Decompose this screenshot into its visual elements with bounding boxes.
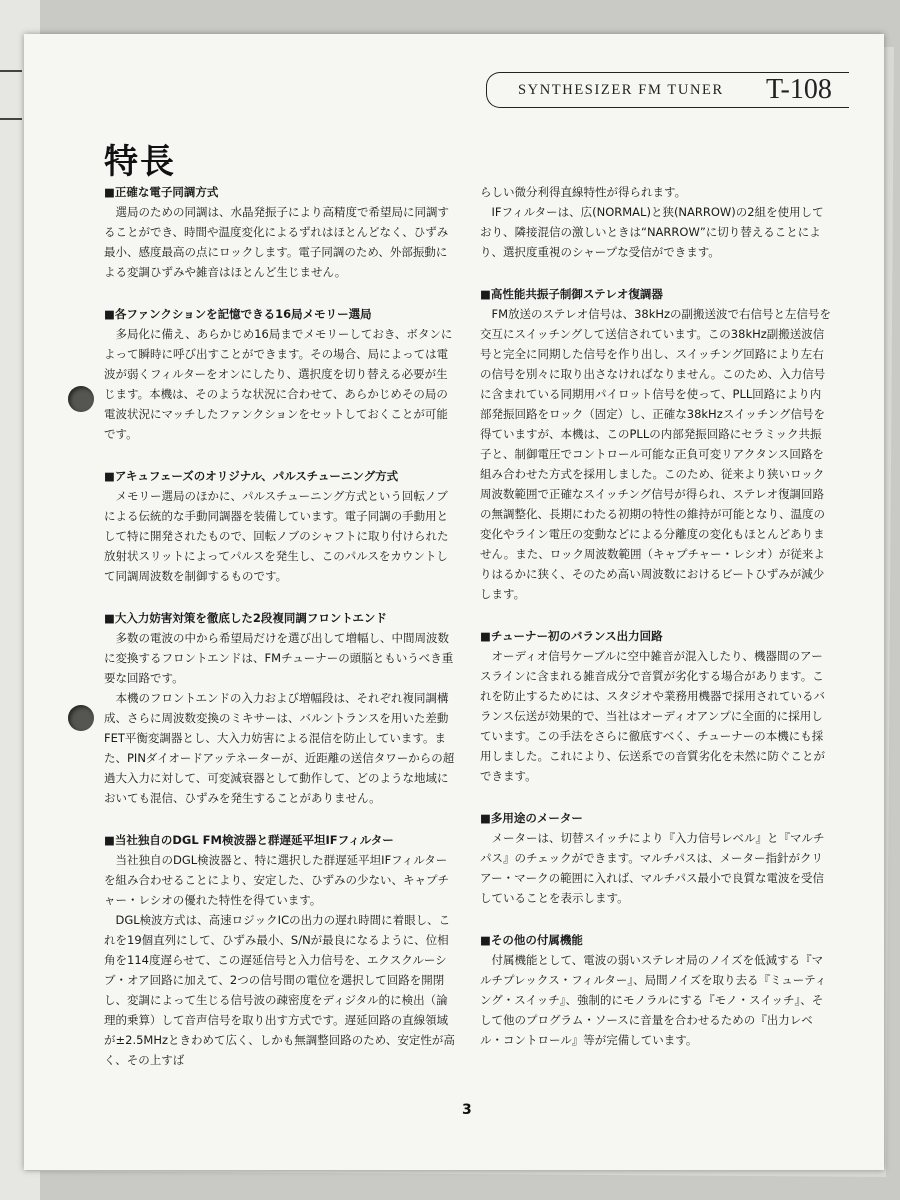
feature-section	[104, 830, 456, 1070]
header-product: SYNTHESIZER FM TUNER	[518, 82, 724, 98]
section-heading: ■各ファンクションを記憶できる16局メモリー選局	[104, 307, 372, 321]
feature-section	[104, 304, 456, 444]
section-heading: ■その他の付属機能	[480, 933, 583, 947]
section-paragraph: 本機のフロントエンドの入力および増幅段は、それぞれ複同調構成、さらに周波数変換のミキサーは、バルントランスを用いた差動FET平衡変調器とし、大入力妨害による混信を防止しています。また、PINダイオードアッテネーターが、近距離の送信タワーからの超過大入力に対して、可変減衰器として動作して、どのような地域においても混信、ひずみを発生することがありません。	[104, 691, 455, 805]
section-heading: ■チューナー初のバランス出力回路	[480, 629, 663, 643]
background-stripe	[0, 118, 22, 120]
feature-section	[104, 182, 456, 282]
section-paragraph: 選局のための同調は、水晶発振子により高精度で希望局に同調することができ、時間や温度変化によるずれはほとんどなく、ひずみ最小、感度最高の点にロックします。電子同調のため、外部振動による変調ひずみや雑音はほとんど生じません。	[104, 205, 449, 279]
section-paragraph: らしい微分利得直線特性が得られます。	[480, 185, 687, 199]
feature-section-continued	[480, 182, 832, 262]
section-paragraph: 多数の電波の中から希望局だけを選び出して増幅し、中間周波数に変換するフロントエンドは、FMチューナーの頭脳ともいうべき重要な回路です。	[104, 631, 454, 685]
page-number: 3	[462, 1102, 472, 1118]
section-paragraph: オーディオ信号ケーブルに空中雑音が混入したり、機器間のアースラインに含まれる雑音成分で音質が劣化する場合があります。これを防止するためには、スタジオや業務用機器で採用されているバランス伝送が効果的で、当社はオーディオアンプに全面的に採用しています。この手法をさらに徹底すべく、チューナーの本機にも採用しました。これにより、伝送系での音質劣化を未然に防ぐことができます。	[480, 649, 825, 783]
left-column	[104, 182, 456, 1092]
feature-section	[104, 608, 456, 808]
section-paragraph: IFフィルターは、広(NORMAL)と狭(NARROW)の2組を使用しており、隣接混信の激しいときは“NARROW”に切り替えることにより、選択度重視のシャープな受信ができます。	[480, 205, 824, 259]
section-heading: ■多用途のメーター	[480, 811, 583, 825]
section-paragraph: FM放送のステレオ信号は、38kHzの副搬送波で右信号と左信号を交互にスイッチングして送信されています。この38kHz副搬送波信号と完全に同期した信号を作り出し、スイッチング回路により左右の信号を別々に取り出さなければなりません。このため、入力信号に含まれている同期用パイロット信号を使って、PLL回路により内部発振回路をロック（固定）し、正確な38kHzスイッチング信号を得ていますが、本機は、このPLLの内部発振回路にセラミック共振子と、制御電圧でコントロール可能な正負可変リアクタンス回路を組み合わせた方式を採用しました。このため、従来より狭いロック周波数範囲で正確なスイッチング信号が得られ、ステレオ復調回路の無調整化、長期にわたる初期の特性の維持が可能となり、温度の変化やライン電圧の変動などによる分離度の変化もほとんどありません。また、ロック周波数範囲（キャプチャー・レシオ）が従来よりはるかに狭く、そのため高い周波数におけるビートひずみが減少します。	[480, 307, 832, 601]
section-paragraph: 多局化に備え、あらかじめ16局までメモリーしておき、ボタンによって瞬時に呼び出すことができます。その場合、局によっては電波が弱くフィルターをオンにしたり、選択度を切り替える必要が生じます。本機は、そのような状況に合わせて、あらかじめその局の電波状況にマッチしたファンクションをセットしておくことが可能です。	[104, 327, 453, 441]
section-heading: ■当社独自のDGL FM検波器と群遅延平坦IFフィルター	[104, 833, 394, 847]
section-paragraph: 当社独自のDGL検波器と、特に選択した群遅延平坦IFフィルターを組み合わせることにより、安定した、ひずみの少ない、キャプチャー・レシオの優れた特性を得ています。	[104, 853, 449, 907]
feature-section	[480, 284, 832, 604]
section-paragraph: メモリー選局のほかに、パルスチューニング方式という回転ノブによる伝統的な手動同調器を装備しています。電子同調の手動用として特に開発されたもので、回転ノブのシャフトに取り付けられた放射状スリットによってパルスを発生し、このパルスをカウントして同調周波数を制御するものです。	[104, 489, 449, 583]
feature-section	[480, 930, 832, 1050]
punch-hole	[68, 386, 94, 412]
section-paragraph: DGL検波方式は、高速ロジックICの出力の遅れ時間に着眼し、これを19個直列にして、ひずみ最小、S/Nが最良になるように、位相角を114度遅らせて、この遅延信号と入力信号を、エクスクルーシブ・オア回路に加えて、2つの信号間の電位を選択して回路を開閉し、変調によって生じる信号波の疎密度をディジタル的に検出（論理的乗算）して音声信号を取り出す方式です。遅延回路の直線領域が±2.5MHzときわめて広く、しかも無調整回路のため、安定性が高く、その上すば	[104, 913, 455, 1067]
right-column	[480, 182, 832, 1072]
page-title: 特長	[104, 142, 176, 182]
feature-section	[104, 466, 456, 586]
feature-section	[480, 808, 832, 908]
background-stripe	[0, 70, 22, 72]
feature-section	[480, 626, 832, 786]
section-heading: ■正確な電子同調方式	[104, 185, 219, 199]
section-heading: ■アキュフェーズのオリジナル、パルスチューニング方式	[104, 469, 399, 483]
punch-hole	[68, 705, 94, 731]
header-model: T-108	[766, 74, 832, 105]
section-heading: ■大入力妨害対策を徹底した2段複同調フロントエンド	[104, 611, 387, 625]
section-paragraph: メーターは、切替スイッチにより『入力信号レベル』と『マルチパス』のチェックができます。マルチパスは、メーター指針がクリアー・マークの範囲に入れば、マルチパス最小で良質な電波を受信していることを表示します。	[480, 831, 825, 905]
section-paragraph: 付属機能として、電波の弱いステレオ局のノイズを低減する『マルチプレックス・フィルター』、局間ノイズを取り去る『ミューティング・スイッチ』、強制的にモノラルにする『モノ・スイッチ』、そして他のプログラム・ソースに音量を合わせるための『出力レベル・コントロール』等が完備しています。	[480, 953, 827, 1047]
section-heading: ■高性能共振子制御ステレオ復調器	[480, 287, 663, 301]
